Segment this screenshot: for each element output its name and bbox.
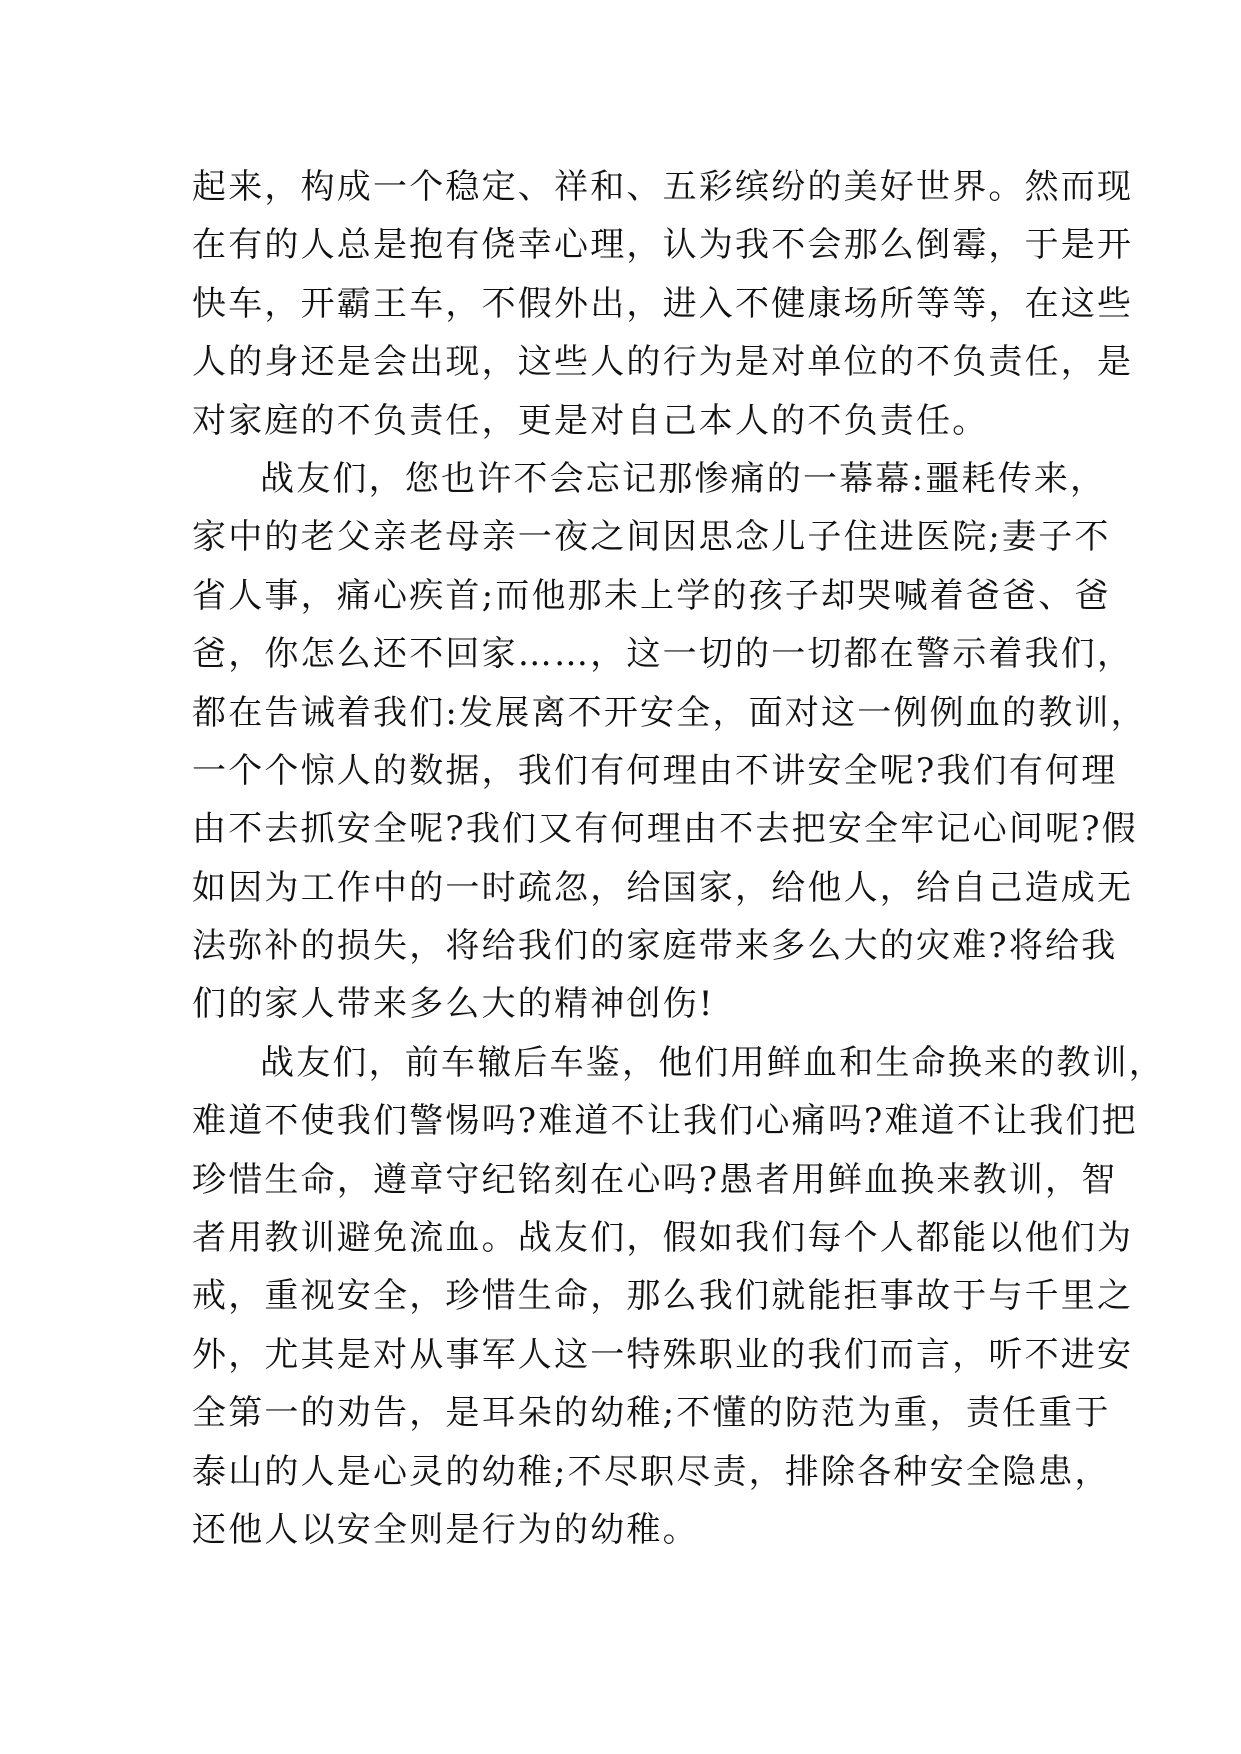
text-line: 如因为工作中的一时疏忽，给国家，给他人，给自己造成无 [192,867,1134,908]
text-line: 都在告诫着我们:发展离不开安全，面对这一例例血的教训， [192,692,1147,733]
paragraph-first-line: 战友们，前车辙后车鉴，他们用鲜血和生命换来的教训， [260,1042,1165,1083]
text-line: 对家庭的不负责任，更是对自己本人的不负责任。 [192,400,989,441]
text-line: 珍惜生命，遵章守纪铭刻在心吗?愚者用鲜血换来教训，智 [192,1159,1118,1200]
text-line: 们的家人带来多么大的精神创伤! [192,984,715,1025]
text-line: 戒，重视安全，珍惜生命，那么我们就能拒事故于与千里之 [192,1276,1134,1317]
paragraph-first-line: 战友们，您也许不会忘记那惨痛的一幕幕:噩耗传来， [260,458,1107,499]
text-line: 法弥补的损失，将给我们的家庭带来多么大的灾难?将给我 [192,926,1118,967]
text-line: 爸，你怎么还不回家……，这一切的一切都在警示着我们， [192,634,1134,675]
text-line: 外，尤其是对从事军人这一特殊职业的我们而言，听不进安 [192,1334,1134,1375]
text-line: 由不去抓安全呢?我们又有何理由不去把安全牢记心间呢?假 [192,809,1138,850]
text-line: 人的身还是会出现，这些人的行为是对单位的不负责任，是 [192,342,1134,383]
text-line: 还他人以安全则是行为的幼稚。 [192,1509,699,1550]
text-line: 一个个惊人的数据，我们有何理由不讲安全呢?我们有何理 [192,750,1118,791]
text-line: 难道不使我们警惕吗?难道不让我们心痛吗?难道不让我们把 [192,1101,1138,1142]
text-line: 省人事，痛心疾首;而他那未上学的孩子却哭喊着爸爸、爸 [192,575,1111,616]
text-line: 快车，开霸王车，不假外出，进入不健康场所等等，在这些 [192,283,1134,324]
document-body [192,158,1165,1559]
text-line: 家中的老父亲老母亲一夜之间因思念儿子住进医院;妻子不 [192,517,1111,558]
text-line: 起来，构成一个稳定、祥和、五彩缤纷的美好世界。然而现 [192,167,1134,207]
text-line: 在有的人总是抱有侥幸心理，认为我不会那么倒霉，于是开 [192,225,1134,266]
text-line: 者用教训避免流血。战友们，假如我们每个人都能以他们为 [192,1218,1134,1259]
text-line: 泰山的人是心灵的幼稚;不尽职尽责，排除各种安全隐患， [192,1451,1111,1492]
text-line: 全第一的劝告，是耳朵的幼稚;不懂的防范为重，责任重于 [192,1393,1111,1434]
